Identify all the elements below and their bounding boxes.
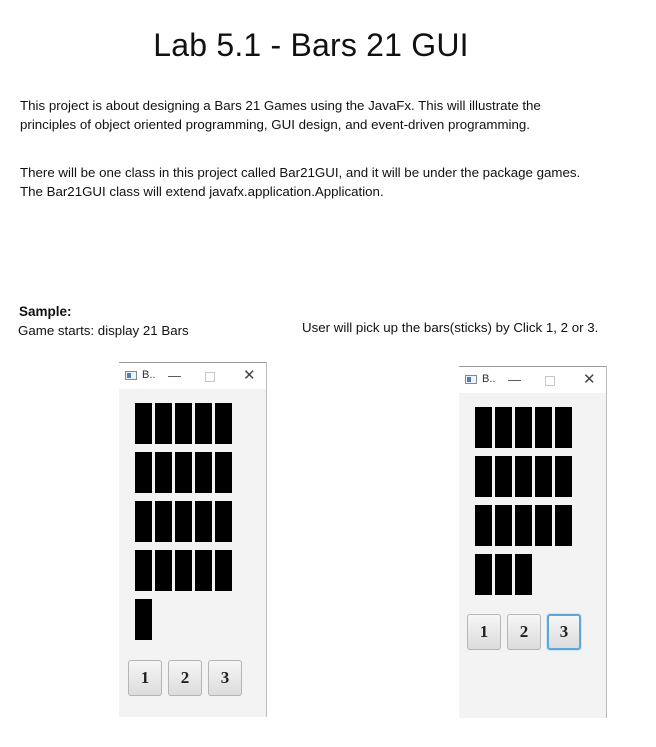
bar-stick	[135, 452, 152, 493]
maximize-icon[interactable]	[545, 376, 555, 386]
bar-stick	[495, 505, 512, 546]
bar-stick	[175, 501, 192, 542]
bar-stick	[195, 501, 212, 542]
button-1[interactable]: 1	[128, 660, 162, 696]
button-3[interactable]: 3	[547, 614, 581, 650]
close-icon[interactable]: ✕	[243, 367, 256, 384]
bar-stick	[135, 550, 152, 591]
left-caption: Game starts: display 21 Bars	[18, 323, 189, 338]
bar-stick	[535, 505, 552, 546]
minimize-icon[interactable]: —	[168, 368, 181, 383]
bar-stick	[195, 403, 212, 444]
window-border	[266, 362, 267, 717]
left-game-window	[119, 362, 267, 717]
bar-stick	[215, 550, 232, 591]
window-border	[606, 366, 607, 718]
left-window-titlebar	[119, 362, 267, 389]
bar-stick	[175, 403, 192, 444]
bar-stick	[515, 456, 532, 497]
bar-stick	[195, 452, 212, 493]
right-caption: User will pick up the bars(sticks) by Click 1, 2 or 3.	[302, 320, 599, 335]
bar-stick	[475, 456, 492, 497]
sample-label: Sample:	[19, 304, 72, 319]
bar-stick	[155, 452, 172, 493]
bar-stick	[175, 452, 192, 493]
bar-stick	[535, 407, 552, 448]
bar-stick	[495, 407, 512, 448]
intro-line-2: principles of object oriented programming, GUI design, and event-driven programming.	[20, 117, 530, 132]
bar-stick	[515, 505, 532, 546]
bar-stick	[555, 505, 572, 546]
bar-stick	[135, 501, 152, 542]
class-info-paragraph	[20, 163, 640, 201]
bar-stick	[475, 407, 492, 448]
bar-stick	[215, 452, 232, 493]
intro-paragraph	[20, 96, 640, 134]
bar-stick	[215, 501, 232, 542]
intro-line-1: This project is about designing a Bars 21 Games using the JavaFx. This will illustrate the	[20, 98, 541, 113]
button-2[interactable]: 2	[168, 660, 202, 696]
bar-stick	[495, 554, 512, 595]
bar-stick	[515, 407, 532, 448]
bar-stick	[195, 550, 212, 591]
bar-stick	[155, 403, 172, 444]
button-3[interactable]: 3	[208, 660, 242, 696]
bar-stick	[555, 407, 572, 448]
class-info-line-1: There will be one class in this project called Bar21GUI, and it will be under the package games.	[20, 165, 581, 180]
left-window-title: B..	[142, 369, 156, 381]
maximize-icon[interactable]	[205, 372, 215, 382]
bar-stick	[475, 505, 492, 546]
bar-stick	[135, 599, 152, 640]
bar-stick	[555, 456, 572, 497]
minimize-icon[interactable]: —	[508, 372, 521, 387]
bar-stick	[475, 554, 492, 595]
java-app-icon	[125, 371, 137, 380]
bar-stick	[535, 456, 552, 497]
right-game-window	[459, 366, 607, 718]
close-icon[interactable]: ✕	[583, 371, 596, 388]
bar-stick	[155, 501, 172, 542]
right-window-title: B..	[482, 373, 496, 385]
button-2[interactable]: 2	[507, 614, 541, 650]
bar-stick	[135, 403, 152, 444]
bar-stick	[175, 550, 192, 591]
bar-stick	[155, 550, 172, 591]
java-app-icon	[465, 375, 477, 384]
class-info-line-2: The Bar21GUI class will extend javafx.application.Application.	[20, 184, 384, 199]
page-title: Lab 5.1 - Bars 21 GUI	[153, 27, 469, 63]
button-1[interactable]: 1	[467, 614, 501, 650]
bar-stick	[515, 554, 532, 595]
bar-stick	[495, 456, 512, 497]
bar-stick	[215, 403, 232, 444]
right-window-titlebar	[459, 366, 607, 393]
